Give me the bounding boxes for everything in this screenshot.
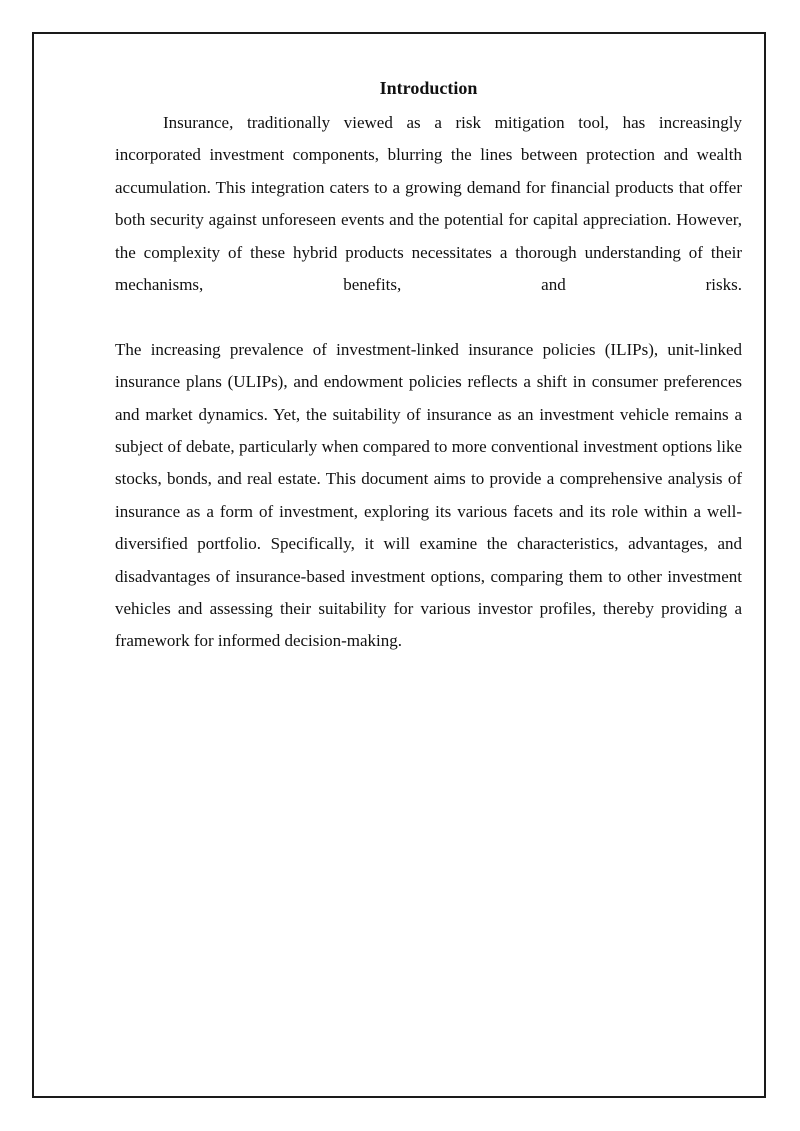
- page-title: Introduction: [379, 78, 478, 98]
- paragraph-scope: The increasing prevalence of investment-linked insurance policies (ILIPs), unit-linked insurance plans (ULIPs), and endowment policies reflects a shift in consumer preferences and market dynamics. Yet, the suitability of insurance as an investment vehicle remains a subject of debate, particularly when compared to more conventional investment options like stocks, bonds, and real estate. This document aims to provide a comprehensive analysis of insurance as a form of investment, exploring its various facets and its role within a well-diversified portfolio. Specifically, it will examine the characteristics, advantages, and disadvantages of insurance-based investment options, comparing them to other investment vehicles and assessing their suitability for various investor profiles, thereby providing a framework for informed decision-making.: [115, 339, 742, 651]
- paragraph-introduction: Insurance, traditionally viewed as a risk mitigation tool, has increasingly incorporated investment components, blurring the lines between protection and wealth accumulation. This integration caters to a growing demand for financial products that offer both security against unforeseen events and the potential for capital appreciation. However, the complexity of these hybrid products necessitates a thorough understanding of their mechanisms, benefits, and risks.: [115, 113, 742, 295]
- document-body: [115, 75, 742, 658]
